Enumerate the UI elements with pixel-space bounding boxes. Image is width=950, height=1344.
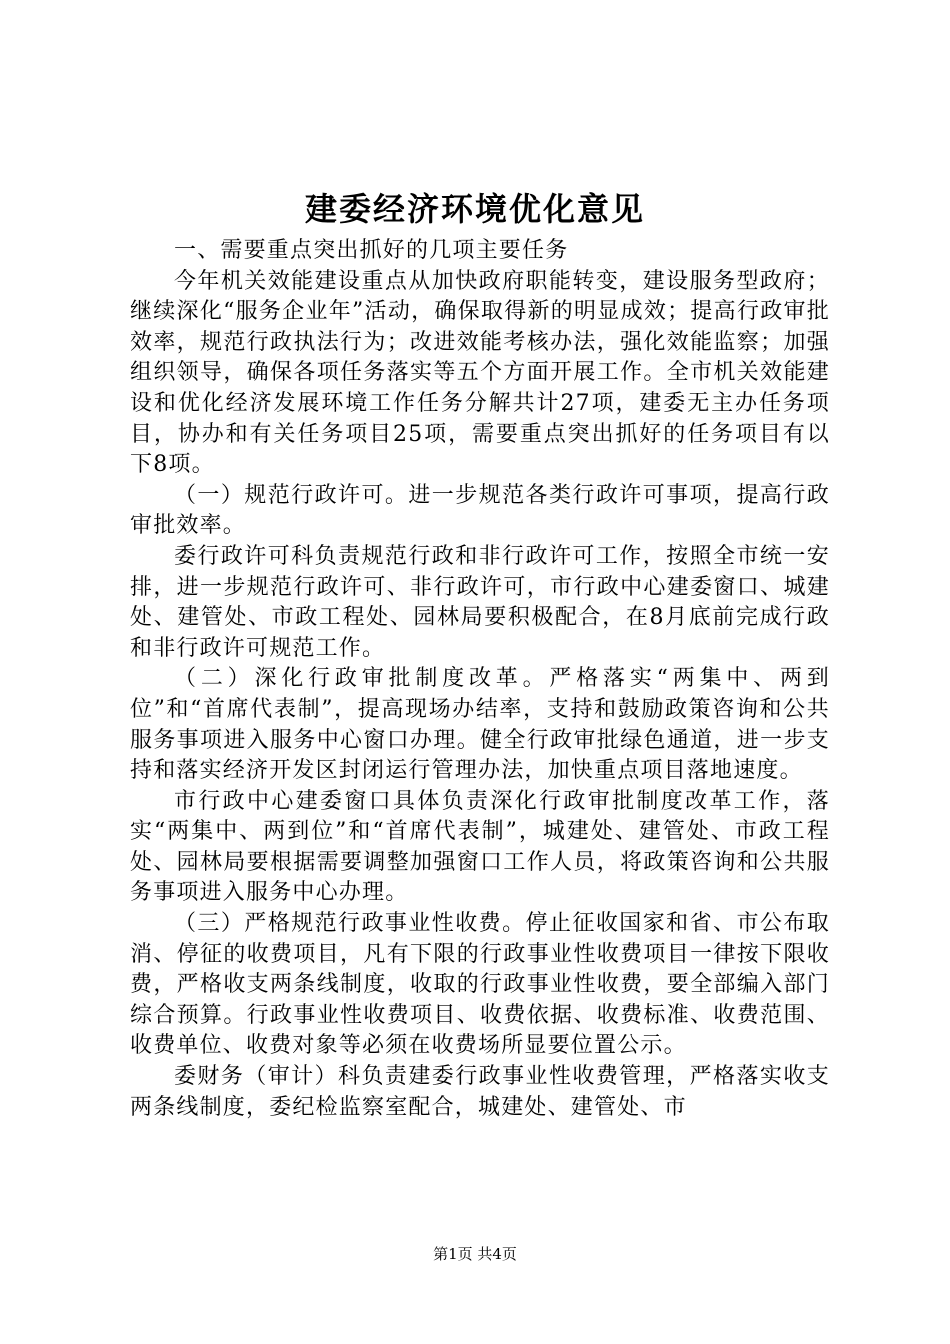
paragraph: 委财务（审计）科负责建委行政事业性收费管理，严格落实收支两条线制度，委纪检监察室配合，城建处、建管处、市: [130, 1064, 830, 1120]
paragraph-item-heading: （二）深化行政审批制度改革。严格落实“两集中、两到位”和“首席代表制”，提高现场办结率，支持和鼓励政策咨询和公共服务事项进入服务中心窗口办理。健全行政审批绿色通道，进一步支持和落实经济开发区封闭运行管理办法，加快重点项目落地速度。: [130, 666, 830, 784]
paragraph: 委行政许可科负责规范行政和非行政许可工作，按照全市统一安排，进一步规范行政许可、非行政许可，市行政中心建委窗口、城建处、建管处、市政工程处、园林局要积极配合，在8月底前完成行政和非行政许可规范工作。: [130, 543, 830, 661]
document-body: [130, 236, 830, 1123]
document-title: 建委经济环境优化意见: [304, 190, 645, 228]
paragraph-item-heading: （一）规范行政许可。进一步规范各类行政许可事项，提高行政审批效率。: [130, 482, 830, 539]
paragraph-section-heading: 一、需要重点突出抓好的几项主要任务: [174, 238, 569, 263]
paragraph: 今年机关效能建设重点从加快政府职能转变，建设服务型政府；继续深化“服务企业年”活动，确保取得新的明显成效；提高行政审批效率，规范行政执法行为；改进效能考核办法，强化效能监察；加强组织领导，确保各项任务落实等五个方面开展工作。全市机关效能建设和优化经济发展环境工作任务分解共计27项，建委无主办任务项目，协办和有关任务项目25项，需要重点突出抓好的任务项目有以下8项。: [130, 268, 830, 478]
paragraph-item-heading: （三）严格规范行政事业性收费。停止征收国家和省、市公布取消、停征的收费项目，凡有下限的行政事业性收费项目一律按下限收费，严格收支两条线制度，收取的行政事业性收费，要全部编入部门综合预算。行政事业性收费项目、收费依据、收费标准、收费范围、收费单位、收费对象等必须在收费场所显要位置公示。: [130, 911, 830, 1059]
page-number-footer: 第1页 共4页: [433, 1245, 517, 1263]
paragraph: 市行政中心建委窗口具体负责深化行政审批制度改革工作，落实“两集中、两到位”和“首席代表制”，城建处、建管处、市政工程处、园林局要根据需要调整加强窗口工作人员，将政策咨询和公共服务事项进入服务中心办理。: [130, 788, 830, 906]
